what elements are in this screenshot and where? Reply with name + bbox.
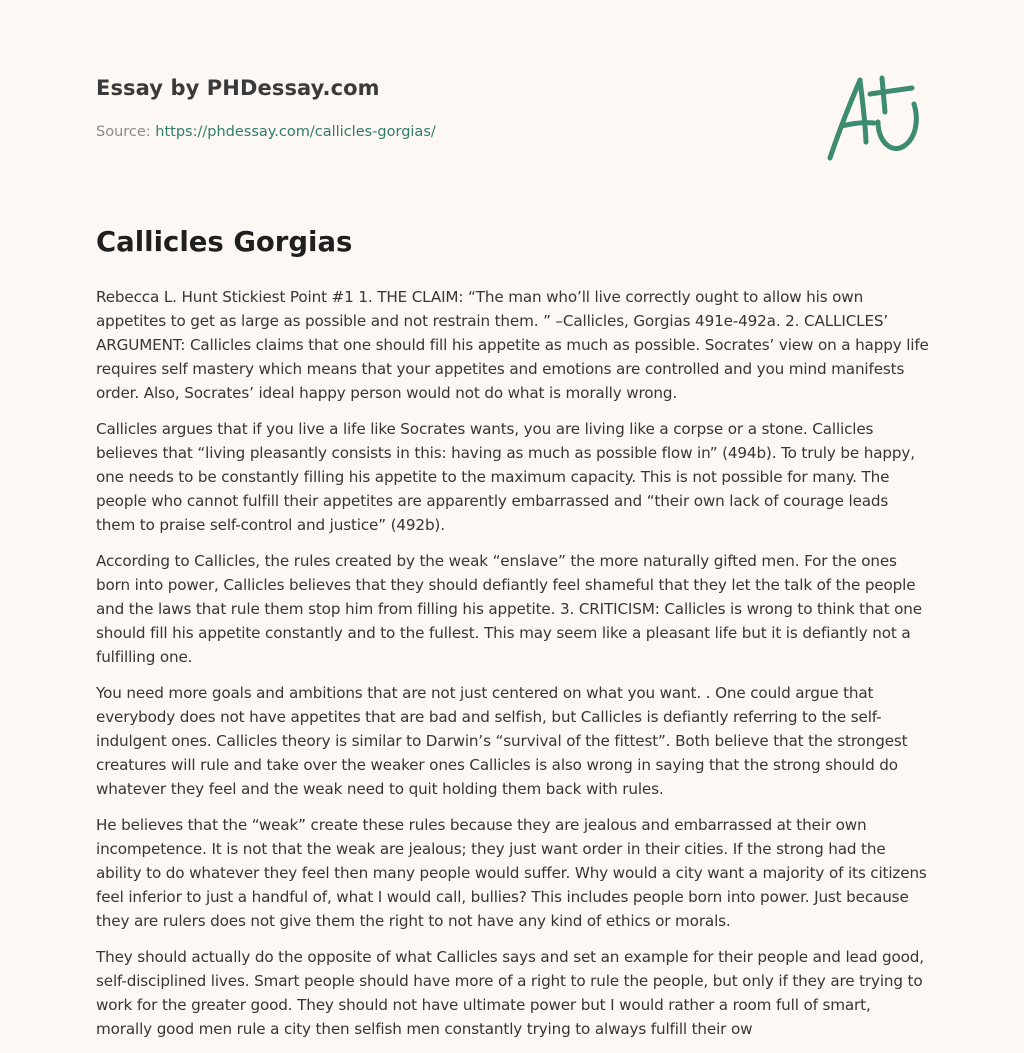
essay-body xyxy=(96,285,930,1053)
source-line xyxy=(96,124,436,140)
source-label: Source: xyxy=(96,124,156,140)
essay-paragraph: Callicles argues that if you live a life like Socrates wants, you are living like a corpse or a stone. Callicles believes that “living pleasantly consists in this: having as much as possible flow in” (494b). To truly be happy, one needs to be constantly filling his appetite to the maximum capacity. This is not possible for many. The people who cannot fulfill their appetites are apparently embarrassed and “their own lack of courage leads them to praise self-control and justice” (492b). xyxy=(96,420,915,534)
essay-paragraph: You need more goals and ambitions that are not just centered on what you want. . One could argue that everybody does not have appetites that are bad and selfish, but Callicles is defiantly referring to the self-indulgent ones. Callicles theory is similar to Darwin’s “survival of the fittest”. Both believe that the strongest creatures will rule and take over the weaker ones Callicles is also wrong in saying that the strong should do whatever they feel and the weak need to quit holding them back with rules. xyxy=(96,684,908,798)
essay-title: Callicles Gorgias xyxy=(96,226,353,258)
a-plus-grade-icon xyxy=(822,68,926,164)
essay-paragraph: Rebecca L. Hunt Stickiest Point #1 1. THE CLAIM: “The man who’ll live correctly ought to allow his own appetites to get as large as possible and not restrain them. ” –Callicles, Gorgias 491e-492a. 2. CALLICLES’ ARGUMENT: Callicles claims that one should fill his appetite as much as possible. Socrates’ view on a happy life requires self mastery which means that your appetites and emotions are controlled and you mind manifests order. Also, Socrates’ ideal happy person would not do what is morally wrong. xyxy=(96,288,929,402)
essay-paragraph: They should actually do the opposite of what Callicles says and set an example for their people and lead good, self-disciplined lives. Smart people should have more of a right to rule the people, but only if they are trying to work for the greater good. They should not have ultimate power but I would rather a room full of smart, morally good men rule a city then selfish men constantly trying to always fulfill their ow xyxy=(96,948,924,1038)
source-link[interactable]: https://phdessay.com/callicles-gorgias/ xyxy=(155,124,436,140)
essay-paragraph: He believes that the “weak” create these rules because they are jealous and embarrassed at their own incompetence. It is not that the weak are jealous; they just want order in their cities. If the strong had the ability to do whatever they feel then many people would suffer. Why would a city want a majority of its citizens feel inferior to just a handful of, what I would call, bullies? This includes people born into power. Just because they are rulers does not give them the right to not have any kind of ethics or morals. xyxy=(96,816,927,930)
site-brand: Essay by PHDessay.com xyxy=(96,76,380,100)
essay-paragraph: According to Callicles, the rules created by the weak “enslave” the more naturally gifted men. For the ones born into power, Callicles believes that they should defiantly feel shameful that they let the talk of the people and the laws that rule them stop him from filling his appetite. 3. CRITICISM: Callicles is wrong to think that one should fill his appetite constantly and to the fullest. This may seem like a pleasant life but it is defiantly not a fulfilling one. xyxy=(96,552,922,666)
